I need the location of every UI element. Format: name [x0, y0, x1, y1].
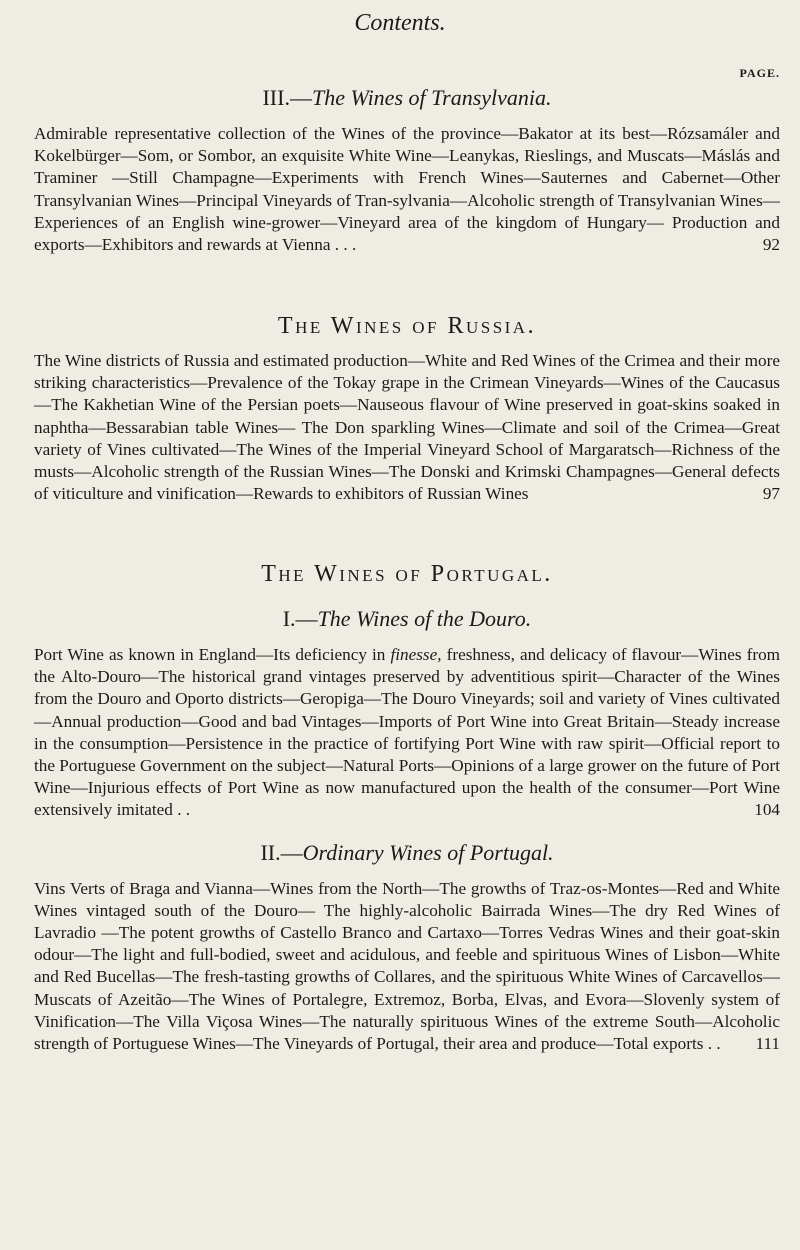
- transylvania-heading: [34, 85, 780, 111]
- ordinary-heading: [34, 840, 780, 866]
- ordinary-entry-text: Vins Verts of Braga and Vianna—Wines from the North—The growths of Traz-os-Montes—Red and White Wines vintaged south of the Douro— The highly-alcoholic Bairrada Wines—The dry Red Wines of Lavradio —The potent growths of Castello Branco and Cartaxo—Torres Vedras Wines and their goat-skin odour—The light and full-bodied, sweet and acidulous, and feeble and spirituous Wines of Lisbon—White and Red Bucellas—The fresh-tasting growths of Collares, and the spirituous White Wines of Carcavellos—Muscats of Azeitão—The Wines of Portalegre, Extremoz, Borba, Elvas, and Evora—Slovenly system of Vinification—The Villa Viçosa Wines—The naturally spirituous Wines of the extreme South—Alcoholic strength of Portuguese Wines—The Vineyards of Portugal, their area and produce—Total exports: [34, 878, 780, 1054]
- transylvania-page-number: 92: [762, 235, 780, 255]
- douro-leader: . .: [177, 800, 191, 820]
- douro-text-before: Port Wine as known in England—Its deficiency in: [34, 645, 386, 664]
- russia-heading: The Wines of Russia.: [277, 313, 537, 339]
- ordinary-leader: . .: [707, 1034, 721, 1054]
- russia-page-number: 97: [762, 484, 780, 504]
- douro-heading-numeral: I.—: [282, 606, 318, 631]
- douro-page-number: 104: [754, 800, 780, 820]
- douro-text-after: freshness, and delicacy of flavour—Wines from the Alto-Douro—The historical grand vintages preserved by adventitious spirit—Character of the Wines from the Douro and Oporto districts—Geropiga—The Douro Vineyards; soil and variety of Vines cultivated—Annual production—Good and bad Vintages—Imports of Port Wine into Great Britain—Steady increase in the consumption—Persistence in the practice of fortifying Port Wine with raw spirit—Official report to the Portuguese Government on the subject—Natural Ports—Opinions of a large grower on the future of Port Wine—Injurious effects of Port Wine as now manufactured upon the health of the consumer—Port Wine extensively imitated: [34, 645, 781, 820]
- portugal-heading: The Wines of Portugal.: [261, 561, 553, 587]
- ordinary-heading-title: Ordinary Wines of Portugal.: [302, 839, 554, 865]
- douro-entry: [34, 644, 780, 822]
- running-head: Contents.: [354, 10, 446, 36]
- douro-heading-title: The Wines of the Douro.: [317, 606, 532, 631]
- douro-heading: [34, 606, 780, 632]
- ordinary-page-number: 111: [755, 1034, 780, 1054]
- russia-section: [34, 312, 780, 505]
- transylvania-entry-text: Admirable representative collection of the Wines of the province—Bakator at its best—Rózsamáler and Kokelbürger—Som, or Sombor, an exquisite White Wine—Leanykas, Rieslings, and Muscats—Máslás and Traminer —Still Champagne—Experiments with French Wines—Sauternes and Cabernet—Other Transylvanian Wines—Principal Vineyards of Tran-sylvania—Alcoholic strength of Transylvanian Wines—Experiences of an English wine-grower—Vineyard area of the kingdom of Hungary— Production and exports—Exhibitors and rewards at Vienna: [34, 124, 780, 255]
- ordinary-entry: [34, 878, 780, 1056]
- transylvania-leader: . . .: [334, 235, 357, 255]
- transylvania-heading-numeral: III.—: [262, 85, 312, 110]
- page-column-label: PAGE.: [739, 66, 780, 80]
- russia-entry-text: The Wine districts of Russia and estimated production—White and Red Wines of the Crimea and their more striking characteristics—Prevalence of the Tokay grape in the Crimean Vineyards—Wines of the Caucasus —The Kakhetian Wine of the Persian poets—Nauseous flavour of Wine preserved in goat-skins soaked in naphtha—Bessarabian table Wines— The Don sparkling Wines—Climate and soil of the Crimea—Great variety of Vines cultivated—The Wines of the Imperial Vineyard School of Margaratsch—Richness of the musts—Alcoholic strength of the Russian Wines—The Donski and Krimski Champagnes—General defects of viticulture and vinification—Rewards to exhibitors of Russian Wines: [34, 351, 780, 504]
- ordinary-heading-numeral: II.—: [260, 839, 303, 865]
- transylvania-section: [34, 85, 780, 256]
- transylvania-entry: [34, 123, 780, 256]
- russia-entry: [34, 350, 780, 505]
- transylvania-heading-title: The Wines of Transylvania.: [311, 85, 552, 110]
- portugal-section: [34, 560, 780, 1055]
- douro-italic-word: finesse,: [390, 645, 442, 664]
